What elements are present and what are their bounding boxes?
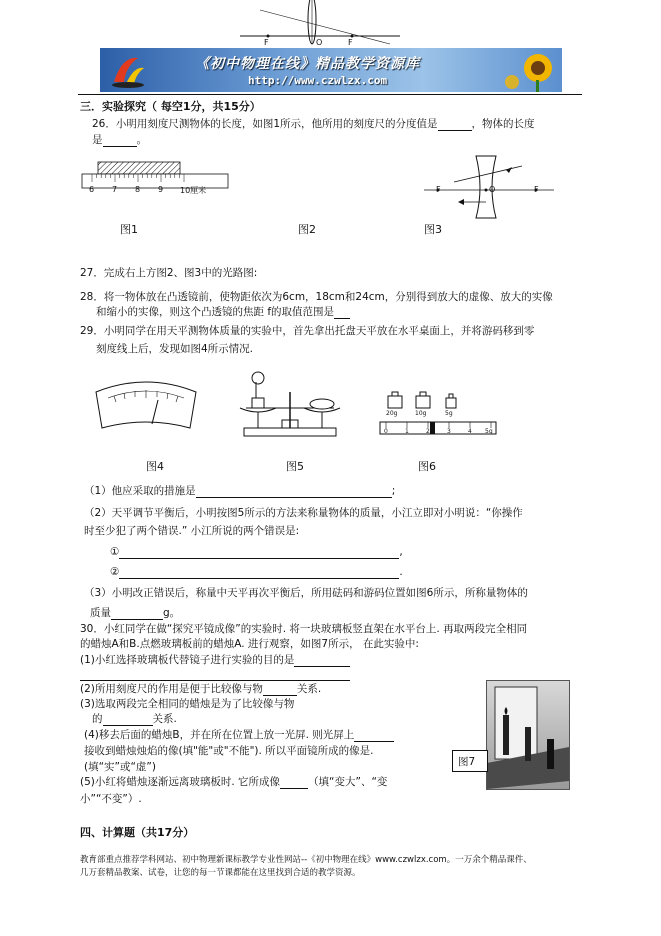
q29-err2-blank[interactable] bbox=[119, 566, 399, 579]
fig6-scale-5g: 5g bbox=[485, 428, 493, 435]
q26-text-c: 是 bbox=[92, 134, 103, 146]
q30-4-text-a: (4)移去后面的蜡烛B，并在所在位置上放一光屏. 则光屏上 bbox=[84, 729, 355, 741]
q26-text-b: ，物体的长度 bbox=[471, 118, 535, 130]
q30-1 bbox=[80, 653, 350, 667]
q29-3-blank[interactable] bbox=[111, 607, 163, 620]
q29-1-end: ; bbox=[391, 485, 396, 497]
q28-line2 bbox=[96, 305, 350, 319]
q30-1-blank-line2[interactable] bbox=[80, 680, 350, 681]
fig6-weight-20g-a: 20g bbox=[386, 410, 398, 417]
q26-text-a: 26．小明用刻度尺测物体的长度，如图1所示，他所用的刻度尺的分度值是 bbox=[92, 118, 438, 130]
q26-blank-division[interactable] bbox=[438, 118, 472, 131]
q30-4-line2 bbox=[84, 744, 374, 758]
fig4-caption: 图4 bbox=[146, 460, 164, 473]
fig1-tick-7: 7 bbox=[112, 185, 118, 194]
q30-line2: 的蜡烛A和B.点燃玻璃板前的蜡烛A. 进行观察，如图7所示， 在此实验中: bbox=[80, 638, 419, 650]
figure7-label-box bbox=[452, 750, 488, 772]
fig6-caption: 图6 bbox=[418, 460, 436, 473]
q29-3-line2 bbox=[90, 606, 180, 620]
fig6-scale-2: 2 bbox=[426, 428, 430, 435]
figure1-ruler bbox=[80, 160, 230, 202]
figure7-photo bbox=[486, 680, 570, 790]
q29-err2-end: . bbox=[399, 566, 403, 578]
q29-err1 bbox=[110, 545, 403, 559]
q28-line1: 28．将一物体放在凸透镜前，使物距依次为6cm，18cm和24cm，分别得到放大的虚像、放大的实像 bbox=[80, 291, 553, 303]
fig6-scale-0: 0 bbox=[384, 428, 388, 435]
fig2-caption: 图2 bbox=[298, 223, 316, 236]
q29-3-text-b: 质量 bbox=[90, 607, 111, 619]
q30-3-text-c: 关系. bbox=[152, 713, 177, 725]
q30-3-blank[interactable] bbox=[103, 713, 153, 726]
q30-5-blank[interactable] bbox=[280, 776, 308, 789]
q29-3-line1: （3）小明改正错误后，称量中天平再次平衡后，所用砝码和游码位置如图6所示，所称量物体的 bbox=[84, 587, 528, 599]
q30-5-text-a: (5)小红将蜡烛逐渐远离玻璃板时. 它所成像 bbox=[80, 776, 281, 788]
top-lens-label-f1: F bbox=[264, 38, 269, 47]
q29-err1-end: , bbox=[399, 546, 403, 558]
footer-line1: 教育部重点推荐学科网站、初中物理新课标教学专业性网站--《初中物理在线》www.czwlzx.com。一万余个精品课件、 bbox=[80, 855, 532, 865]
fig3-label-f2: F bbox=[534, 185, 539, 194]
q30-2-text-a: (2)所用刻度尺的作用是便于比较像与物 bbox=[80, 683, 263, 695]
q29-err2 bbox=[110, 565, 403, 579]
top-lens-label-o: O bbox=[316, 38, 323, 47]
figure5-balance bbox=[236, 368, 344, 440]
q29-2-line1: （2）天平调节平衡后，小明按图5所示的方法来称量物体的质量，小江立即对小明说：“你操作 bbox=[84, 507, 523, 519]
footer-line2: 几万套精品教案、试卷，让您的每一节课都能在这里找到合适的教学资源。 bbox=[80, 868, 361, 878]
q26-line1 bbox=[92, 117, 535, 131]
q30-5-line2: 小”“不变”）. bbox=[80, 793, 142, 805]
q30-5-line1 bbox=[80, 775, 387, 789]
q30-3-line1: (3)选取两段完全相同的蜡烛是为了比较像与物 bbox=[80, 698, 295, 710]
q29-1-blank[interactable] bbox=[196, 485, 392, 498]
fig5-caption: 图5 bbox=[286, 460, 304, 473]
figure7-label: 图7 bbox=[458, 756, 476, 768]
q30-4-blank[interactable] bbox=[354, 729, 394, 742]
top-lens-label-f2: F bbox=[348, 38, 353, 47]
q29-err1-marker: ① bbox=[110, 546, 120, 558]
q28-blank[interactable] bbox=[334, 306, 350, 319]
q30-2-text-b: 关系. bbox=[296, 683, 322, 695]
q29-line1: 29．小明同学在用天平测物体质量的实验中，首先拿出托盘天平放在水平桌面上，并将游码移到零 bbox=[80, 325, 535, 337]
q27: 27．完成右上方图2、图3中的光路图: bbox=[80, 267, 258, 279]
section4-title: 四、计算题（共17分） bbox=[80, 826, 195, 839]
logo-icon bbox=[108, 52, 148, 88]
fig1-tick-10: 10厘米 bbox=[180, 186, 207, 195]
fig6-weight-10g: 10g bbox=[415, 410, 427, 417]
banner-title: 《初中物理在线》精品教学资源库 bbox=[195, 56, 420, 72]
q30-line1: 30．小红同学在做“探究平镜成像”的实验时. 将一块玻璃板竖直架在水平台上. 再取两段完全相同 bbox=[80, 623, 528, 635]
q28-text-b: 和缩小的实像，则这个凸透镜的焦距 f的取值范围是 bbox=[96, 306, 335, 318]
sunflower-icon bbox=[500, 50, 560, 92]
header-banner bbox=[100, 48, 562, 92]
q29-line2: 刻度线上后，发现如图4所示情况. bbox=[96, 343, 254, 355]
fig1-tick-8: 8 bbox=[135, 185, 141, 194]
figure4-dial bbox=[94, 378, 198, 430]
q29-err1-blank[interactable] bbox=[119, 546, 399, 559]
q30-5-text-b: （填“变大”、“变 bbox=[308, 776, 388, 788]
fig3-label-o: O bbox=[489, 185, 496, 194]
q30-4-line3: (填“实”或“虚”) bbox=[84, 761, 156, 773]
q29-err2-marker: ② bbox=[110, 566, 120, 578]
fig1-tick-6: 6 bbox=[89, 185, 95, 194]
q26-line2 bbox=[92, 133, 147, 147]
q29-1 bbox=[84, 484, 395, 498]
fig6-scale-4: 4 bbox=[468, 428, 472, 435]
q26-blank-length[interactable] bbox=[103, 134, 137, 147]
fig1-caption: 图1 bbox=[120, 223, 138, 236]
q30-2 bbox=[80, 682, 321, 696]
fig6-weight-5g: 5g bbox=[445, 410, 453, 417]
q30-4-line1 bbox=[84, 728, 394, 742]
q26-text-end: 。 bbox=[136, 134, 147, 146]
q29-3-unit: g。 bbox=[163, 607, 181, 619]
footer bbox=[80, 854, 580, 880]
q30-3-text-b: 的 bbox=[92, 713, 103, 725]
q30-4-text-b: 接收到蜡烛烛焰的像(填"能"或"不能"). 所以平面镜所成的像是. bbox=[84, 745, 374, 757]
q30-2-blank[interactable] bbox=[263, 683, 297, 696]
fig3-caption: 图3 bbox=[424, 223, 442, 236]
fig1-tick-9: 9 bbox=[158, 185, 164, 194]
q30-1-blank[interactable] bbox=[294, 654, 350, 667]
q30-1-text: (1)小红选择玻璃板代替镜子进行实验的目的是 bbox=[80, 654, 295, 666]
fig6-scale-1: 1 bbox=[405, 428, 409, 435]
q30-3-line2 bbox=[92, 712, 177, 726]
figure7-scene bbox=[487, 681, 569, 789]
q29-2-line2: 时至少犯了两个错误.” 小江所说的两个错误是: bbox=[84, 525, 300, 537]
fig3-label-f1: F bbox=[436, 185, 441, 194]
fig6-scale-3: 3 bbox=[447, 428, 451, 435]
q29-1-text: （1）他应采取的措施是 bbox=[84, 485, 196, 497]
section3-title: 三．实验探究（ 每空1分，共15分） bbox=[80, 100, 261, 113]
banner-url[interactable]: http://www.czwlzx.com bbox=[248, 74, 388, 87]
header-rule bbox=[78, 94, 582, 95]
